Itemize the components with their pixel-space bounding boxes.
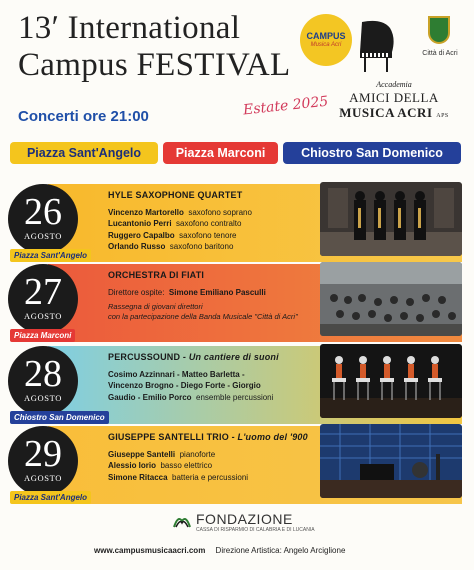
performer-line: Lucantonio Perri saxofono contralto (108, 219, 242, 228)
event-month: AGOSTO (24, 231, 62, 241)
event-title: HYLE SAXOPHONE QUARTET (108, 190, 243, 200)
date-badge (8, 426, 78, 496)
performer-line: Ruggero Capalbo saxofono tenore (108, 230, 237, 240)
campus-logo-text: CAMPUS (306, 31, 346, 41)
event-day: 26 (24, 191, 62, 233)
title-line-1: 13ʹ International (18, 10, 241, 46)
event-title: GIUSEPPE SANTELLI TRIO - L'uomo del '900 (108, 432, 308, 442)
festival-title (18, 10, 291, 84)
event-photo (320, 262, 462, 336)
fondazione-name: FONDAZIONE (196, 511, 293, 527)
artistic-direction: Direzione Artistica: Angelo Arciglione (215, 546, 346, 555)
event-photo (320, 424, 462, 498)
date-badge (8, 264, 78, 334)
event-card (14, 264, 462, 342)
event-day: 27 (24, 271, 62, 313)
venue-chip-marconi: Piazza Marconi (163, 142, 278, 164)
event-day: 28 (24, 353, 62, 395)
title-line-2: Campus FESTIVAL (18, 47, 291, 83)
event-month: AGOSTO (24, 473, 62, 483)
performer-line: Orlando Russo saxofono baritono (108, 242, 234, 251)
performer-line: Giuseppe Santelli pianoforte (108, 449, 216, 459)
venue-chip-sant-angelo: Piazza Sant'Angelo (10, 142, 158, 164)
city-crest-icon (428, 16, 450, 44)
event-card (14, 346, 462, 424)
musica-label: MUSICA ACRI APS (339, 105, 449, 120)
date-badge (8, 184, 78, 254)
performer-line: Cosimo Azzinnari - Matteo Barletta - (108, 369, 245, 379)
performer-line: Vincenzo Brogno - Diego Forte - Giorgio (108, 381, 261, 390)
event-month: AGOSTO (24, 311, 62, 321)
date-badge (8, 346, 78, 416)
event-card (14, 426, 462, 504)
event-title: PERCUSSOUND - Un cantiere di suoni (108, 352, 279, 362)
venue-chip-san-domenico: Chiostro San Domenico (283, 142, 461, 164)
performer-line: Gaudio - Emilio Porco ensemble percussioni (108, 392, 274, 402)
city-label: Città di Acri (422, 50, 458, 57)
campus-logo (300, 14, 352, 66)
estate-label: Estate 2025 (242, 93, 329, 119)
event-details (108, 270, 328, 322)
event-day: 29 (24, 433, 62, 475)
venue-chips (0, 142, 474, 164)
event-venue: Piazza Sant'Angelo (10, 249, 91, 262)
event-venue: Piazza Sant'Angelo (10, 491, 91, 504)
event-details (108, 432, 328, 483)
campus-logo-subtext: Musica Acri (310, 42, 342, 48)
event-month: AGOSTO (24, 393, 62, 403)
event-venue: Chiostro San Domenico (10, 411, 109, 424)
website-link[interactable]: www.campusmusicaacri.com (94, 546, 206, 555)
event-card (14, 184, 462, 262)
event-photo (320, 182, 462, 256)
fondazione-sub: CASSA DI RISPARMIO DI CALABRIA E DI LUCANIA (196, 527, 315, 533)
event-venue: Piazza Marconi (10, 329, 75, 342)
piano-logo (352, 18, 400, 76)
aps-label: APS (436, 113, 449, 119)
performer-line: Alessio Iorio basso elettrico (108, 461, 213, 470)
event-details (108, 190, 328, 253)
event-title: ORCHESTRA DI FIATI (108, 270, 205, 280)
event-note: Rassegna di giovani direttori con la partecipazione della Banda Musicale "Città di Acri" (108, 302, 298, 321)
footer (94, 546, 345, 555)
concerti-time: Concerti ore 21:00 (18, 108, 149, 125)
accademia-logo-text (334, 80, 454, 124)
fondazione-mark-icon (172, 513, 192, 529)
performer-line: Vincenzo Martorello saxofono soprano (108, 207, 252, 217)
accademia-label: Accademia (376, 80, 412, 89)
amici-label: AMICI DELLA (349, 90, 439, 105)
event-details (108, 352, 328, 403)
performer-line: Simone Ritacca batteria e percussioni (108, 472, 249, 482)
director-line: Direttore ospite: Simone Emiliano Pasculli (108, 287, 266, 297)
event-photo (320, 344, 462, 418)
